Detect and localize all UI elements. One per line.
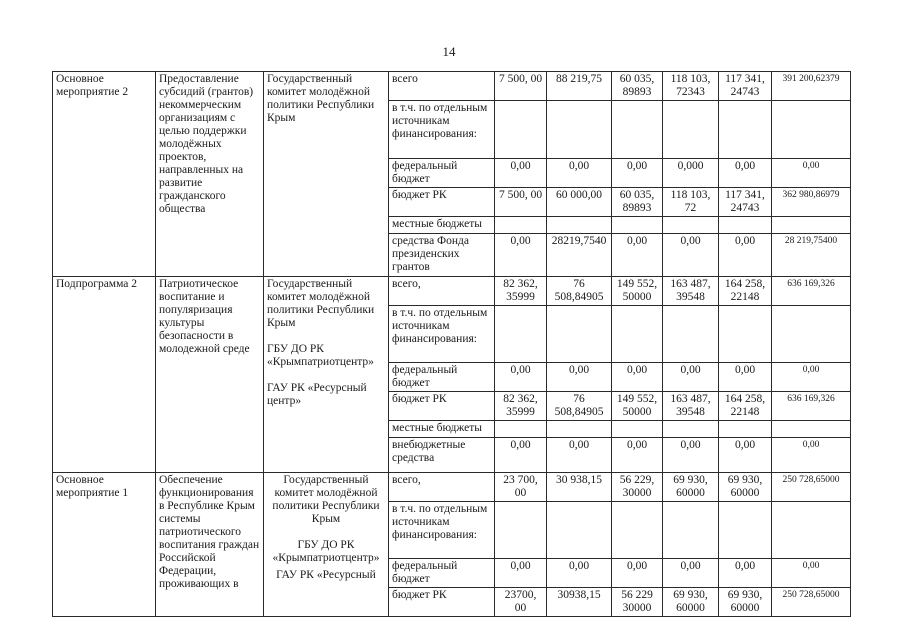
value-cell <box>495 101 547 159</box>
value-cell <box>612 421 663 438</box>
value-cell: 0,00 <box>495 363 547 392</box>
budget-table <box>52 71 851 617</box>
value-cell: 56 229 30000 <box>612 588 663 617</box>
program-title: Основное мероприятие 2 <box>53 72 156 277</box>
value-cell: 56 229, 30000 <box>612 473 663 502</box>
value-cell <box>772 217 851 234</box>
value-cell <box>719 101 772 159</box>
value-cell: 0,00 <box>547 363 612 392</box>
value-cell: 69 930, 60000 <box>719 473 772 502</box>
value-cell: 30938,15 <box>547 588 612 617</box>
value-cell <box>772 502 851 559</box>
value-cell: 69 930, 60000 <box>663 588 719 617</box>
funding-source: всего, <box>389 473 495 502</box>
value-cell: 0,00 <box>547 159 612 188</box>
funding-source: бюджет РК <box>389 392 495 421</box>
value-cell <box>495 217 547 234</box>
responsible-org <box>264 72 389 277</box>
funding-source: в т.ч. по отдельным источникам финансирования: <box>389 502 495 559</box>
value-cell: 0,00 <box>612 559 663 588</box>
org-line: ГБУ ДО РК «Крымпатриотцентр» <box>267 343 374 368</box>
value-cell: 82 362, 35999 <box>495 392 547 421</box>
org-line: Государственный комитет молодёжной политики Республики Крым <box>267 73 375 124</box>
funding-source: федеральный бюджет <box>389 363 495 392</box>
value-cell <box>495 421 547 438</box>
value-cell <box>719 306 772 363</box>
program-title: Подпрограмма 2 <box>53 277 156 473</box>
value-cell: 0,00 <box>663 438 719 473</box>
value-cell: 0,00 <box>772 559 851 588</box>
page-number: 14 <box>442 44 456 59</box>
value-cell: 0,00 <box>663 363 719 392</box>
value-cell: 0,00 <box>719 159 772 188</box>
value-cell: 88 219,75 <box>547 72 612 101</box>
value-cell: 391 200,62379 <box>772 72 851 101</box>
org-line: ГАУ РК «Ресурсный <box>276 569 376 581</box>
value-cell <box>719 421 772 438</box>
value-cell: 23 700, 00 <box>495 473 547 502</box>
value-cell: 7 500, 00 <box>495 188 547 217</box>
value-cell <box>612 101 663 159</box>
funding-source: местные бюджеты <box>389 421 495 438</box>
value-cell <box>547 306 612 363</box>
value-cell: 0,00 <box>612 159 663 188</box>
funding-source: всего <box>389 72 495 101</box>
funding-source: бюджет РК <box>389 588 495 617</box>
value-cell: 0,00 <box>719 363 772 392</box>
funding-source: в т.ч. по отдельным источникам финансирования: <box>389 306 495 363</box>
funding-source: средства Фонда президенских грантов <box>389 234 495 277</box>
value-cell <box>495 502 547 559</box>
value-cell: 362 980,86979 <box>772 188 851 217</box>
value-cell <box>547 101 612 159</box>
value-cell <box>772 306 851 363</box>
value-cell: 69 930, 60000 <box>719 588 772 617</box>
value-cell: 60 035, 89893 <box>612 72 663 101</box>
value-cell: 0,00 <box>612 234 663 277</box>
value-cell <box>495 306 547 363</box>
program-description: Патриотическое воспитание и популяризация культуры безопасности в молодежной среде <box>156 277 264 473</box>
value-cell <box>663 217 719 234</box>
table-row <box>53 72 851 101</box>
value-cell: 149 552, 50000 <box>612 392 663 421</box>
value-cell <box>612 217 663 234</box>
value-cell: 0,00 <box>719 438 772 473</box>
value-cell: 0,00 <box>547 559 612 588</box>
value-cell: 82 362, 35999 <box>495 277 547 306</box>
value-cell: 0,00 <box>772 438 851 473</box>
value-cell: 28219,7540 <box>547 234 612 277</box>
value-cell: 163 487, 39548 <box>663 277 719 306</box>
value-cell: 76 508,84905 <box>547 392 612 421</box>
org-line: ГБУ ДО РК «Крымпатриотцентр» <box>272 539 380 564</box>
value-cell <box>719 217 772 234</box>
value-cell <box>772 421 851 438</box>
value-cell: 164 258, 22148 <box>719 277 772 306</box>
table-row <box>53 473 851 502</box>
value-cell: 0,00 <box>547 438 612 473</box>
value-cell: 30 938,15 <box>547 473 612 502</box>
org-line: Государственный комитет молодёжной политики Республики Крым <box>267 278 375 329</box>
value-cell: 149 552, 50000 <box>612 277 663 306</box>
value-cell: 0,00 <box>612 438 663 473</box>
value-cell: 0,00 <box>663 559 719 588</box>
value-cell: 60 035, 89893 <box>612 188 663 217</box>
value-cell: 0,00 <box>495 159 547 188</box>
value-cell: 7 500, 00 <box>495 72 547 101</box>
value-cell: 118 103, 72 <box>663 188 719 217</box>
value-cell <box>719 502 772 559</box>
value-cell <box>547 217 612 234</box>
value-cell: 0,00 <box>772 159 851 188</box>
program-title: Основное мероприятие 1 <box>53 473 156 617</box>
value-cell: 28 219,75400 <box>772 234 851 277</box>
funding-source: местные бюджеты <box>389 217 495 234</box>
value-cell <box>772 101 851 159</box>
value-cell <box>663 421 719 438</box>
responsible-org <box>264 473 389 617</box>
value-cell: 0,00 <box>719 559 772 588</box>
value-cell: 0,00 <box>495 234 547 277</box>
value-cell: 636 169,326 <box>772 277 851 306</box>
value-cell: 250 728,65000 <box>772 588 851 617</box>
value-cell <box>547 421 612 438</box>
value-cell: 0,000 <box>663 159 719 188</box>
value-cell: 76 508,84905 <box>547 277 612 306</box>
value-cell: 0,00 <box>495 438 547 473</box>
value-cell <box>612 306 663 363</box>
value-cell: 0,00 <box>495 559 547 588</box>
value-cell: 164 258, 22148 <box>719 392 772 421</box>
funding-source: в т.ч. по отдельным источникам финансирования: <box>389 101 495 159</box>
program-description: Предоставление субсидий (грантов) некоммерческим организациям с целью поддержки молодёжных проектов, направленных на развитие гражданского общества <box>156 72 264 277</box>
funding-source: всего, <box>389 277 495 306</box>
value-cell <box>663 306 719 363</box>
value-cell: 636 169,326 <box>772 392 851 421</box>
value-cell: 250 728,65000 <box>772 473 851 502</box>
value-cell: 69 930, 60000 <box>663 473 719 502</box>
value-cell: 0,00 <box>663 234 719 277</box>
value-cell <box>547 502 612 559</box>
funding-source: бюджет РК <box>389 188 495 217</box>
responsible-org <box>264 277 389 473</box>
value-cell: 60 000,00 <box>547 188 612 217</box>
value-cell <box>612 502 663 559</box>
value-cell: 117 341, 24743 <box>719 72 772 101</box>
value-cell: 163 487, 39548 <box>663 392 719 421</box>
value-cell: 0,00 <box>719 234 772 277</box>
table-row <box>53 277 851 306</box>
value-cell <box>663 101 719 159</box>
org-line: ГАУ РК «Ресурсный центр» <box>267 382 367 407</box>
funding-source: внебюджетные средства <box>389 438 495 473</box>
value-cell: 118 103, 72343 <box>663 72 719 101</box>
program-description: Обеспечение функционирования в Республике Крым системы патриотического воспитания граждан Российской Федерации, проживающих в <box>156 473 264 617</box>
value-cell <box>663 502 719 559</box>
funding-source: федеральный бюджет <box>389 559 495 588</box>
funding-source: федеральный бюджет <box>389 159 495 188</box>
value-cell: 0,00 <box>612 363 663 392</box>
value-cell: 0,00 <box>772 363 851 392</box>
value-cell: 117 341, 24743 <box>719 188 772 217</box>
org-line: Государственный комитет молодёжной политики Республики Крым <box>272 474 380 525</box>
value-cell: 23700, 00 <box>495 588 547 617</box>
